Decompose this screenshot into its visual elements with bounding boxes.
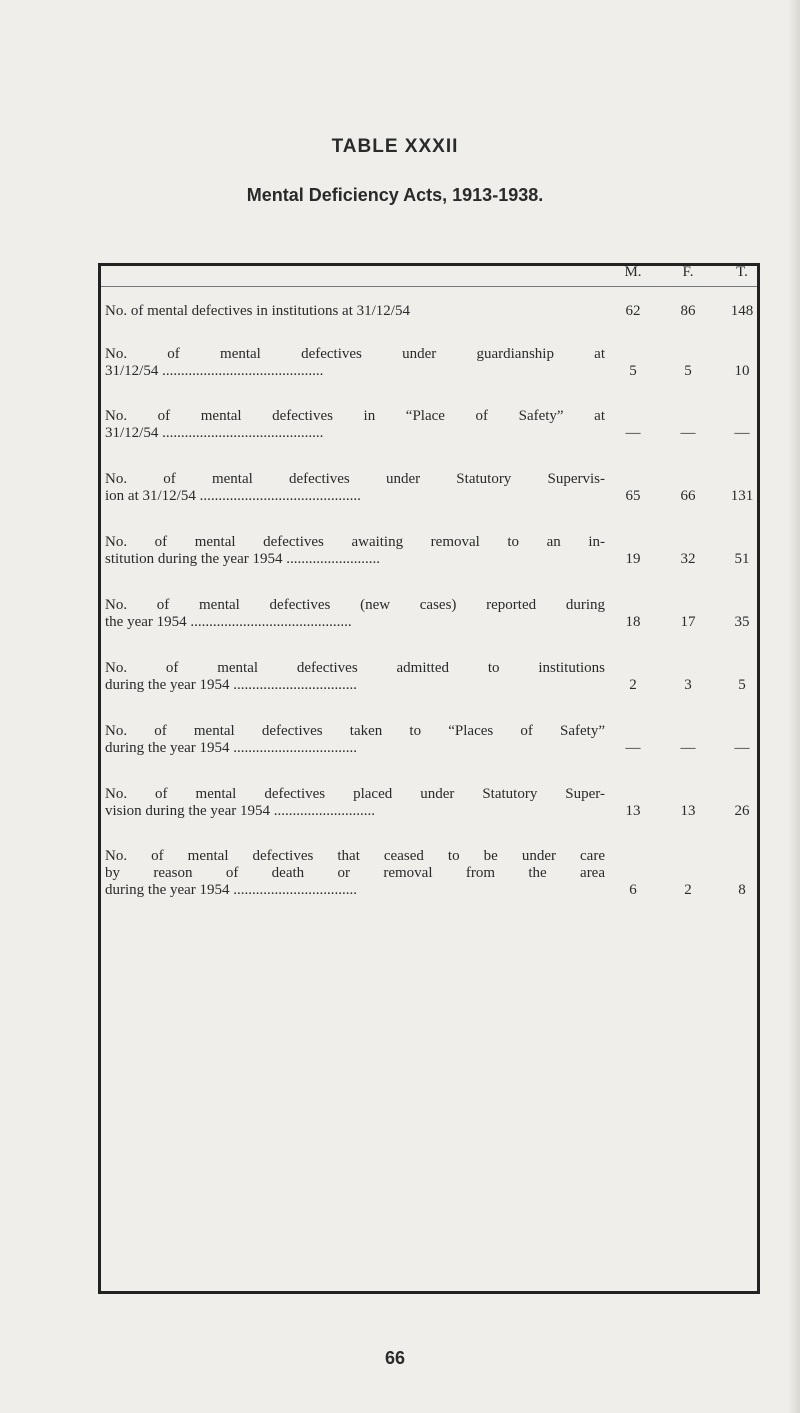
row-label-line2: 31/12/54 ........................................... (105, 425, 324, 441)
row-label-line1: No. of mental defectives taken to “Places of Safety” (105, 723, 605, 739)
cell-male: — (625, 740, 641, 756)
row-label-line2: 31/12/54 ........................................... (105, 363, 324, 379)
statistics-table (98, 263, 760, 1294)
table-title: TABLE XXXII (331, 136, 459, 157)
row-label: No. of mental defectives in institutions at 31/12/54 (105, 303, 410, 319)
cell-female: 2 (684, 882, 692, 898)
column-header-total: T. (736, 264, 748, 280)
cell-female: 17 (680, 614, 696, 630)
cell-female: 13 (680, 803, 696, 819)
row-label-line2: vision during the year 1954 ........................... (105, 803, 375, 819)
row-label-line1: No. of mental defectives in “Place of Safety” at (105, 408, 605, 424)
cell-male: 18 (625, 614, 641, 630)
row-label-line1: No. of mental defectives awaiting removal to an in- (105, 534, 605, 550)
header-rule (101, 286, 757, 287)
cell-female: 3 (684, 677, 692, 693)
cell-male: — (625, 425, 641, 441)
row-label-line3: during the year 1954 ................................. (105, 882, 358, 898)
row-label-line2: by reason of death or removal from the area (105, 865, 605, 881)
cell-male: 6 (629, 882, 637, 898)
cell-total: 131 (730, 488, 754, 504)
cell-female: 32 (680, 551, 696, 567)
cell-total: — (734, 740, 750, 756)
cell-female: 66 (680, 488, 696, 504)
row-label-line1: No. of mental defectives admitted to institutions (105, 660, 605, 676)
cell-total: — (734, 425, 750, 441)
row-label-line1: No. of mental defectives under guardianship at (105, 346, 605, 362)
column-header-female: F. (682, 264, 694, 280)
page-number: 66 (384, 1348, 406, 1368)
column-header-male: M. (624, 264, 642, 280)
row-label-line2: during the year 1954 ................................. (105, 740, 358, 756)
cell-total: 148 (730, 303, 754, 319)
row-label-line1: No. of mental defectives that ceased to be under care (105, 848, 605, 864)
page-edge-shadow (788, 0, 800, 1413)
row-label-line2: stitution during the year 1954 ......................... (105, 551, 380, 567)
cell-total: 5 (738, 677, 746, 693)
table-subtitle: Mental Deficiency Acts, 1913-1938. (246, 185, 544, 205)
row-label-line1: No. of mental defectives under Statutory Supervis- (105, 471, 605, 487)
cell-male: 5 (629, 363, 637, 379)
cell-female: 86 (680, 303, 696, 319)
cell-male: 2 (629, 677, 637, 693)
cell-female: — (680, 740, 696, 756)
table-right-border (757, 266, 760, 1291)
cell-total: 26 (734, 803, 750, 819)
row-label-line2: ion at 31/12/54 ........................................... (105, 488, 361, 504)
cell-male: 62 (625, 303, 641, 319)
cell-total: 8 (738, 882, 746, 898)
row-label-line1: No. of mental defectives (new cases) reported during (105, 597, 605, 613)
row-label-line1: No. of mental defectives placed under Statutory Super- (105, 786, 605, 802)
row-label-line2: the year 1954 ........................................... (105, 614, 352, 630)
cell-total: 10 (734, 363, 750, 379)
cell-male: 19 (625, 551, 641, 567)
cell-total: 51 (734, 551, 750, 567)
row-label-line2: during the year 1954 ................................. (105, 677, 358, 693)
cell-male: 13 (625, 803, 641, 819)
cell-total: 35 (734, 614, 750, 630)
table-left-border (98, 266, 101, 1291)
cell-male: 65 (625, 488, 641, 504)
cell-female: — (680, 425, 696, 441)
cell-female: 5 (684, 363, 692, 379)
